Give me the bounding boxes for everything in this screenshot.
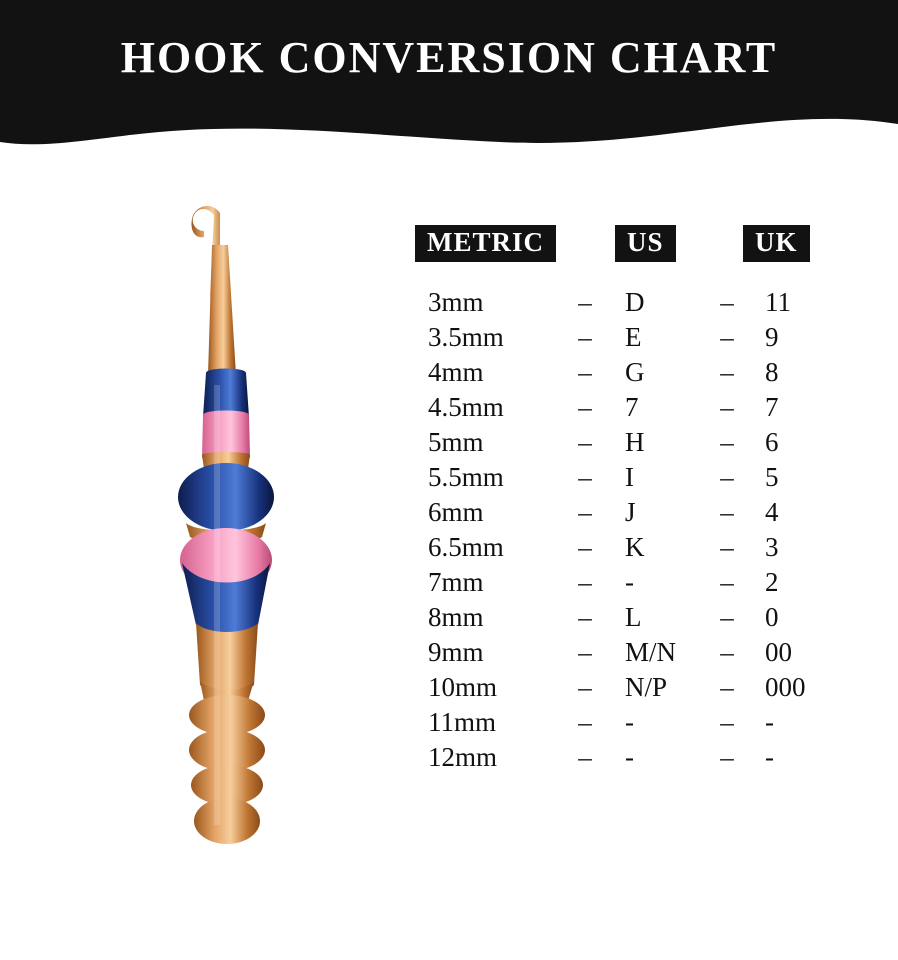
separator-dash: – xyxy=(578,602,592,632)
cell-uk: 5 xyxy=(765,462,779,492)
cell-metric: 10mm xyxy=(428,672,498,702)
column-header-us: US xyxy=(615,225,676,262)
separator-dash: – xyxy=(578,532,592,562)
cell-us: E xyxy=(625,322,642,352)
table-row xyxy=(410,322,870,357)
separator-dash: – xyxy=(578,637,592,667)
cell-us: H xyxy=(625,427,645,457)
cell-uk: 3 xyxy=(765,532,779,562)
cell-metric: 6.5mm xyxy=(428,532,504,562)
separator-dash: – xyxy=(578,462,592,492)
cell-metric: 3.5mm xyxy=(428,322,504,352)
separator-dash: – xyxy=(720,322,734,352)
chart-rows xyxy=(410,287,870,777)
chart-header-row xyxy=(410,225,870,265)
page-header xyxy=(0,0,898,160)
separator-dash: – xyxy=(578,392,592,422)
separator-dash: – xyxy=(578,742,592,772)
separator-dash: – xyxy=(720,532,734,562)
table-row xyxy=(410,357,870,392)
table-row xyxy=(410,637,870,672)
cell-us: G xyxy=(625,357,645,387)
cell-uk: - xyxy=(765,707,774,737)
cell-uk: 8 xyxy=(765,357,779,387)
cell-uk: 9 xyxy=(765,322,779,352)
cell-us: - xyxy=(625,707,634,737)
separator-dash: – xyxy=(720,462,734,492)
separator-dash: – xyxy=(720,392,734,422)
separator-dash: – xyxy=(720,567,734,597)
separator-dash: – xyxy=(720,357,734,387)
table-row xyxy=(410,392,870,427)
cell-uk: 0 xyxy=(765,602,779,632)
cell-uk: 000 xyxy=(765,672,806,702)
separator-dash: – xyxy=(578,707,592,737)
cell-us: - xyxy=(625,742,634,772)
cell-metric: 12mm xyxy=(428,742,498,772)
cell-uk: 2 xyxy=(765,567,779,597)
conversion-chart xyxy=(410,225,870,777)
cell-metric: 9mm xyxy=(428,637,484,667)
separator-dash: – xyxy=(578,322,592,352)
cell-metric: 3mm xyxy=(428,287,484,317)
separator-dash: – xyxy=(578,357,592,387)
separator-dash: – xyxy=(578,287,592,317)
column-header-metric: METRIC xyxy=(415,225,556,262)
cell-us: D xyxy=(625,287,645,317)
separator-dash: – xyxy=(578,567,592,597)
table-row xyxy=(410,707,870,742)
table-row xyxy=(410,287,870,322)
cell-uk: 7 xyxy=(765,392,779,422)
cell-metric: 8mm xyxy=(428,602,484,632)
separator-dash: – xyxy=(578,427,592,457)
table-row xyxy=(410,427,870,462)
cell-us: I xyxy=(625,462,634,492)
separator-dash: – xyxy=(720,707,734,737)
separator-dash: – xyxy=(578,497,592,527)
cell-us: J xyxy=(625,497,636,527)
table-row xyxy=(410,532,870,567)
cell-metric: 5.5mm xyxy=(428,462,504,492)
cell-metric: 4.5mm xyxy=(428,392,504,422)
column-header-uk: UK xyxy=(743,225,810,262)
table-row xyxy=(410,497,870,532)
cell-uk: 00 xyxy=(765,637,792,667)
separator-dash: – xyxy=(578,672,592,702)
separator-dash: – xyxy=(720,497,734,527)
table-row xyxy=(410,742,870,777)
cell-metric: 6mm xyxy=(428,497,484,527)
cell-uk: 4 xyxy=(765,497,779,527)
cell-metric: 5mm xyxy=(428,427,484,457)
separator-dash: – xyxy=(720,287,734,317)
cell-us: M/N xyxy=(625,637,677,667)
separator-dash: – xyxy=(720,427,734,457)
cell-metric: 11mm xyxy=(428,707,497,737)
cell-us: L xyxy=(625,602,642,632)
table-row xyxy=(410,602,870,637)
cell-uk: - xyxy=(765,742,774,772)
cell-us: K xyxy=(625,532,645,562)
product-image xyxy=(150,185,340,865)
page-title: HOOK CONVERSION CHART xyxy=(120,33,778,82)
cell-us: - xyxy=(625,567,634,597)
cell-metric: 7mm xyxy=(428,567,484,597)
separator-dash: – xyxy=(720,742,734,772)
table-row xyxy=(410,567,870,602)
cell-metric: 4mm xyxy=(428,357,484,387)
cell-us: N/P xyxy=(625,672,668,702)
separator-dash: – xyxy=(720,602,734,632)
cell-uk: 6 xyxy=(765,427,779,457)
table-row xyxy=(410,672,870,707)
crochet-hook-illustration xyxy=(150,185,340,865)
cell-us: 7 xyxy=(625,392,639,422)
table-row xyxy=(410,462,870,497)
separator-dash: – xyxy=(720,637,734,667)
separator-dash: – xyxy=(720,672,734,702)
cell-uk: 11 xyxy=(765,287,791,317)
